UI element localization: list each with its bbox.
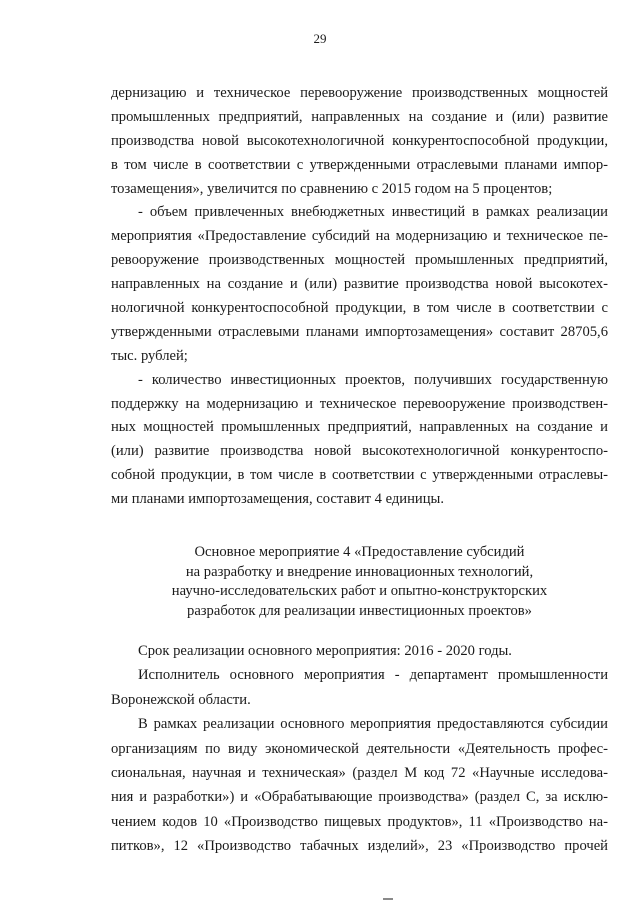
text-line: утвержденными отраслевыми планами импортозамещения» составит 28705,6 [111, 323, 608, 340]
text-line: ревооружение производственных мощностей промышленных предприятий, [111, 252, 608, 269]
text-line: тыс. рублей; [111, 347, 188, 364]
heading-line: на разработку и внедрение инновационных технологий, [185, 563, 534, 580]
bottom-section [111, 639, 608, 859]
text-line: в том числе в соответствии с утвержденными отраслевыми планами импор- [111, 156, 608, 173]
text-line: ния и разработки») и «Обрабатывающие производства» (раздел C, за исклю- [111, 789, 608, 806]
scan-mark [383, 898, 393, 900]
text-line: - объем привлеченных внебюджетных инвестиций в рамках реализации [138, 204, 608, 221]
paragraph [111, 82, 608, 201]
page-number: 29 [313, 31, 327, 46]
paragraph [111, 201, 608, 368]
text-line: ных мощностей промышленных предприятий, направленных на создание и [111, 419, 608, 436]
heading-line: научно-исследовательских работ и опытно-конструкторских [171, 583, 548, 600]
text-line: - количество инвестиционных проектов, получивших государственную [138, 371, 608, 388]
paragraph [111, 663, 608, 712]
paragraph [111, 712, 608, 858]
text-line: Срок реализации основного мероприятия: 2016 - 2020 годы. [138, 643, 512, 660]
text-line: В рамках реализации основного мероприятия предоставляются субсидии [138, 716, 608, 733]
heading-line: разработок для реализации инвестиционных проектов» [187, 602, 532, 619]
text-line: поддержку на модернизацию и техническое перевооружение производствен- [111, 395, 608, 412]
text-line: мероприятия «Предоставление субсидий на модернизацию и техническое пе- [111, 228, 608, 245]
text-line: собной продукции, в том числе в соответствии с утвержденными отраслевы- [111, 467, 608, 484]
text-line: ми планами импортозамещения, составит 4 единицы. [111, 491, 445, 508]
text-line: чением кодов 10 «Производство пищевых продуктов», 11 «Производство на- [111, 813, 608, 830]
text-line: направленных на создание и (или) развитие производства новой высокотех- [111, 276, 608, 293]
text-line: производства новой высокотехнологичной конкурентоспособной продукции, [111, 132, 608, 149]
text-line: нологичной конкурентоспособной продукции, в том числе в соответствии с [111, 300, 608, 317]
text-line: Исполнитель основного мероприятия - департамент промышленности [138, 667, 608, 684]
paragraph [111, 639, 608, 663]
heading-line: Основное мероприятие 4 «Предоставление субсидий [194, 544, 525, 561]
text-line: (или) развитие производства новой высокотехнологичной конкурентоспо- [111, 443, 608, 460]
text-line: питков», 12 «Производство табачных изделий», 23 «Производство прочей [111, 838, 608, 855]
text-line: организациям по виду экономической деятельности «Деятельность профес- [111, 740, 608, 757]
document-body [111, 82, 608, 859]
text-line: тозамещения», увеличится по сравнению с 2015 годом на 5 процентов; [111, 180, 553, 197]
text-line: сиональная, научная и техническая» (раздел M код 72 «Научные исследова- [111, 764, 608, 781]
top-section [111, 82, 608, 512]
text-line: промышленных предприятий, направленных на создание и (или) развитие [111, 108, 608, 125]
text-line: дернизацию и техническое перевооружение производственных мощностей [111, 85, 608, 101]
paragraph [111, 369, 608, 512]
section-heading [111, 543, 608, 621]
text-line: Воронежской области. [111, 691, 251, 708]
